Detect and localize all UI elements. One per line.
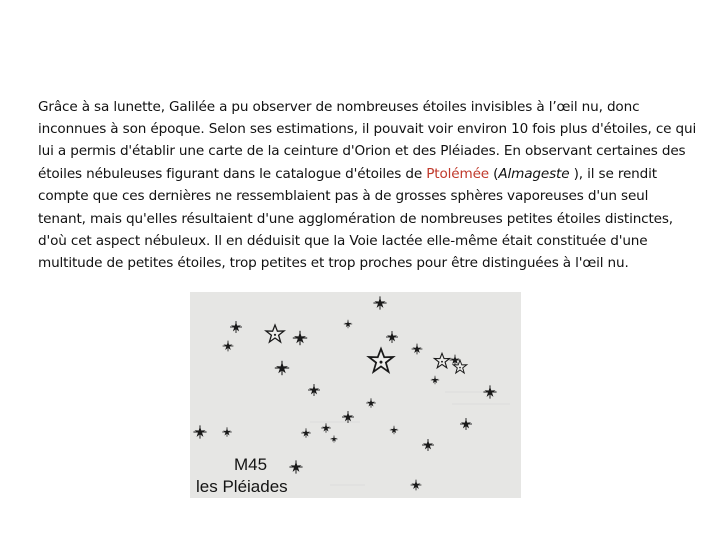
- ptolemee-link[interactable]: Ptolémée: [426, 165, 490, 182]
- almageste-italic: Almageste: [498, 165, 570, 182]
- star-icon: [412, 344, 423, 355]
- star-icon: [193, 425, 206, 438]
- bright-star-icon: [369, 349, 393, 372]
- figure-caption-m45: M45: [234, 455, 268, 474]
- paragraph-text-a: Grâce à sa lunette, Galilée a pu observer de nombreuses étoiles invisibles à l’œil nu, donc inconnues à son époque. Selon ses estimations, il pouvait voir environ 10 fois plus d'étoiles, ce qui lui a permis d'établir une carte de la ceinture d'Orion et des Pléiades. En observant certaines des étoiles nébuleuses figurant dans le catalogue d'étoiles de: [38, 98, 697, 182]
- star-icon: [301, 428, 311, 438]
- star-icon: [411, 480, 422, 491]
- pleiades-image: [190, 292, 521, 498]
- figure-caption-pleiades: les Pléiades: [196, 477, 288, 496]
- star-icon: [223, 341, 234, 352]
- star-icon: [386, 331, 398, 343]
- star-icon: [222, 427, 232, 437]
- star-icon: [289, 460, 302, 473]
- star-icon: [483, 385, 496, 398]
- bright-star-icon: [266, 325, 284, 342]
- star-icon: [330, 435, 337, 442]
- article-paragraph: [38, 96, 698, 275]
- star-icon: [390, 426, 398, 434]
- bright-star-icon: [434, 353, 449, 367]
- star-icon: [275, 361, 289, 375]
- paragraph-text-b: (: [489, 165, 499, 182]
- star-icon: [342, 411, 354, 423]
- star-icon: [431, 376, 439, 384]
- star-icon: [366, 398, 376, 408]
- star-icon: [321, 423, 331, 433]
- star-icon: [373, 296, 386, 309]
- paragraph-text-c: ), il se rendit compte que ces dernières ne ressemblaient pas à de grosses sphères vaporeuses d'un seul tenant, mais qu'elles résultaient d'une agglomération de nombreuses petites étoiles distinctes, d'où cet aspect nébuleux. Il en déduisit que la Voie lactée elle-même était constituée d'une multitude de petites étoiles, trop petites et trop proches pour être distinguées à l'œil nu.: [38, 165, 673, 272]
- star-icon: [460, 418, 472, 430]
- star-icon: [293, 331, 307, 345]
- star-icon: [308, 384, 320, 396]
- star-icon: [422, 439, 434, 451]
- star-icon: [230, 321, 242, 333]
- star-icon: [344, 320, 352, 328]
